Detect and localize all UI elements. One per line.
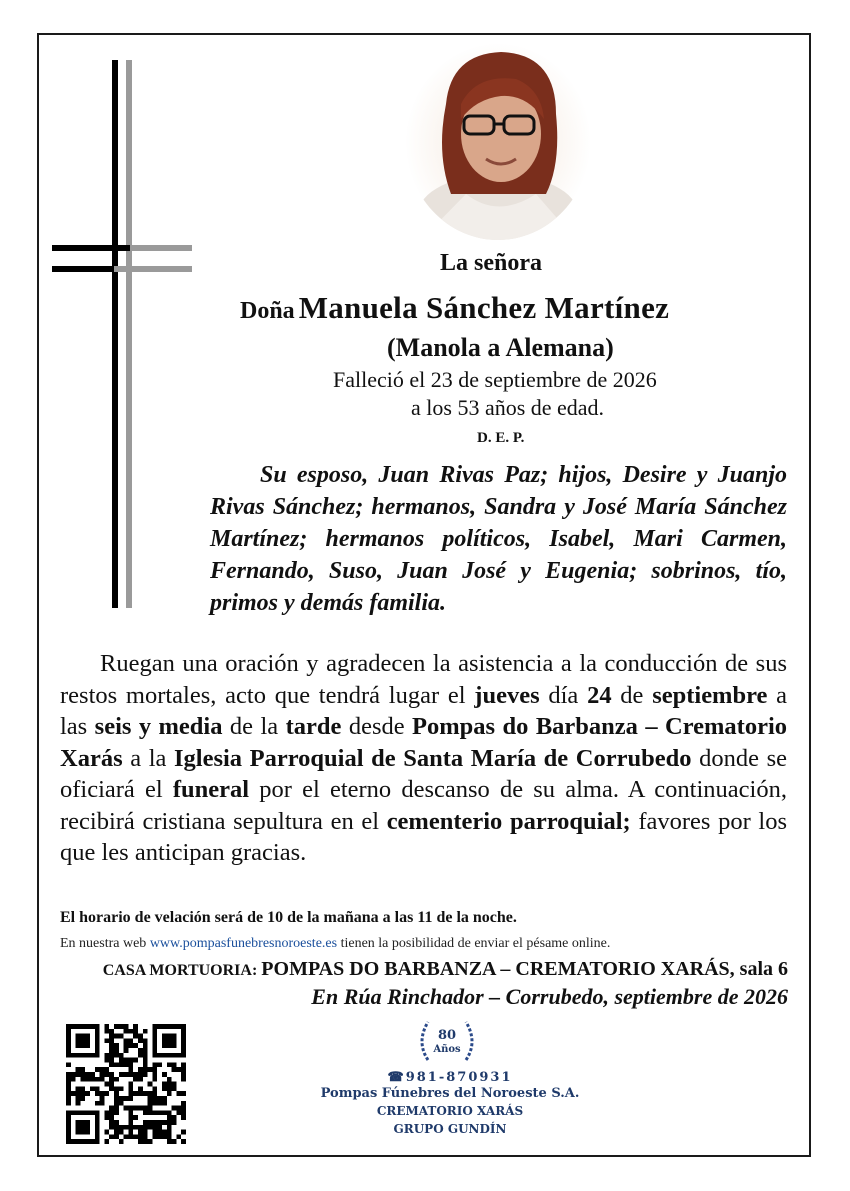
death-date: Falleció el 23 de septiembre de 2026 (333, 367, 657, 392)
crematorium-name: CREMATORIO XARÁS (376, 1104, 524, 1118)
funeral-home: CASA MORTUORIA: POMPAS DO BARBANZA – CREMATORIO XARÁS, sala 6 (102, 958, 788, 980)
logo-number: 80 (437, 1028, 457, 1043)
dep-label: D. E. P. (477, 430, 525, 446)
viewing-hours: El horario de velación será de 10 de la mañana a las 11 de la noche. (60, 909, 517, 926)
cross-icon (52, 60, 197, 610)
deceased-photo (406, 44, 590, 240)
website-link[interactable]: www.pompasfunebresnoroeste.es (149, 936, 338, 951)
web-note: En nuestra web www.pompasfunebresnoroeste.es tienen la posibilidad de enviar el pésame online. (60, 936, 611, 951)
deceased-name (240, 290, 780, 326)
company-name: Pompas Fúnebres del Noroeste S.A. (320, 1086, 580, 1101)
group-name: GRUPO GUNDÍN (393, 1122, 507, 1136)
nickname: (Manola a Alemana) (387, 333, 614, 362)
family-list: Su esposo, Juan Rivas Paz; hijos, Desire y Juanjo Rivas Sánchez; hermanos, Sandra y José María Sánchez Martínez; hermanos políticos, Isabel, Mari Carmen, Fernando, Suso, Juan José y Eugenia; sobrinos, tío, primos y demás familia. (210, 462, 787, 616)
full-name: Manuela Sánchez Martínez (298, 290, 670, 325)
logo-word: Años (433, 1044, 461, 1055)
title-prefix: Doña (240, 298, 295, 324)
qr-code[interactable] (66, 1024, 186, 1144)
salutation: La señora (440, 250, 542, 276)
ceremony-text: Ruegan una oración y agradecen la asistencia a la conducción de sus restos mortales, acto que tendrá lugar el jueves día 24 de septiembre a las seis y media de la tarde desde Pompas do Barbanza – Crematorio Xarás a la Iglesia Parroquial de Santa María de Corrubedo donde se oficiará el funeral por el eterno descanso de su alma. A continuación, recibirá cristiana sepultura en el cementerio parroquial; favores por los que les anticipan gracias. (60, 650, 788, 866)
age: a los 53 años de edad. (411, 395, 605, 420)
phone-number: ☎981-870931 (387, 1070, 513, 1085)
place-date: En Rúa Rinchador – Corrubedo, septiembre de 2026 (311, 984, 788, 1009)
anniversary-logo (414, 1016, 480, 1066)
